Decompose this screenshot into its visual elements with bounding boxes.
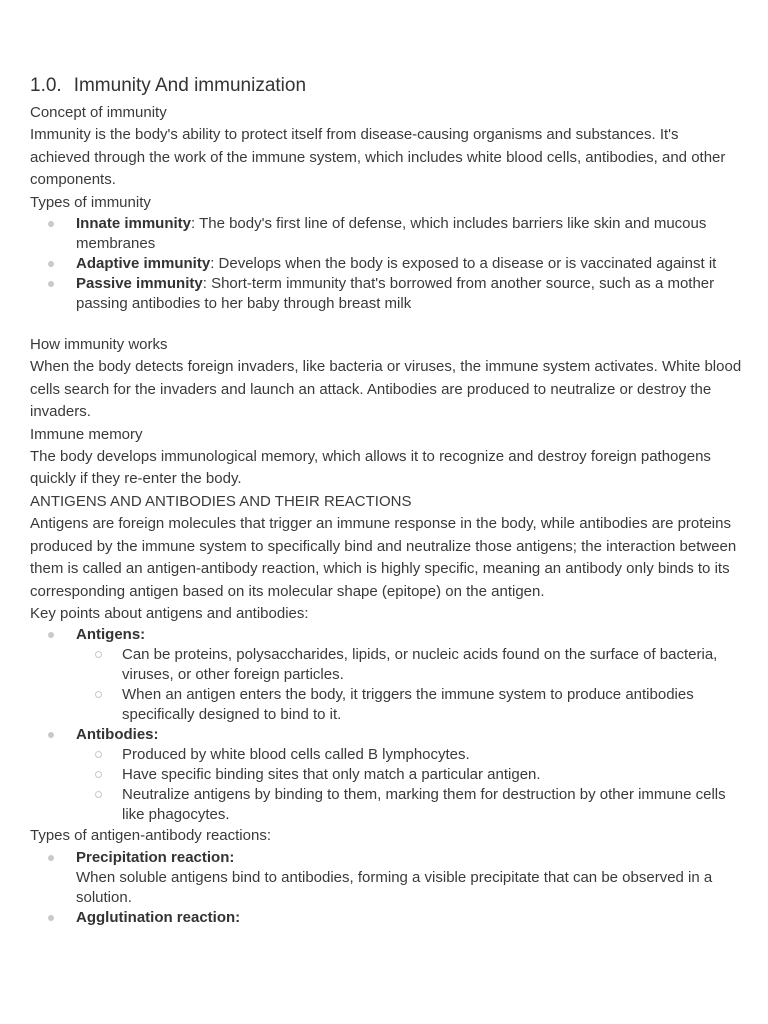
paragraph: Antigens are foreign molecules that trigger an immune response in the body, while antibodies are proteins produced by the immune system to specifically bind and neutralize those antigens; the interaction between them is called an antigen-antibody reaction, which is highly specific, meaning an antibody only binds to its corresponding antigen based on its molecular shape (epitope) on the antigen.: [30, 515, 737, 600]
list-item: [76, 725, 742, 825]
list-item-text: : Develops when the body is exposed to a disease or is vaccinated against it: [210, 255, 717, 273]
paragraph: Types of immunity: [30, 193, 151, 211]
sub-list-item: Have specific binding sites that only match a particular antigen.: [122, 765, 742, 785]
list-item-term: Antibodies:: [76, 726, 159, 744]
sub-bullet-list: [76, 745, 742, 825]
bullet-list: [30, 214, 742, 314]
paragraph: Immune memory: [30, 425, 143, 443]
bullet-list: [30, 625, 742, 825]
section-title: Immunity And immunization: [73, 75, 307, 96]
list-item: [76, 254, 742, 274]
list-item: [76, 848, 742, 908]
sub-list-item: Can be proteins, polysaccharides, lipids, or nucleic acids found on the surface of bacteria, viruses, or other foreign particles.: [122, 645, 742, 685]
list-item-term: Innate immunity: [76, 215, 192, 233]
sub-bullet-list: [76, 645, 742, 725]
sub-list-item: Produced by white blood cells called B lymphocytes.: [122, 745, 742, 765]
section-number: 1.0.: [30, 75, 62, 96]
bullet-list: [30, 848, 742, 928]
list-item: [76, 214, 742, 254]
sub-list-item: Neutralize antigens by binding to them, marking them for destruction by other immune cells like phagocytes.: [122, 785, 742, 825]
list-item-term: Passive immunity: [76, 275, 203, 293]
note-body: [30, 102, 742, 928]
paragraph: The body develops immunological memory, which allows it to recognize and destroy foreign pathogens quickly if they re-enter the body.: [30, 448, 711, 488]
paragraph: Key points about antigens and antibodies:: [30, 604, 309, 622]
list-item-term: Antigens:: [76, 626, 146, 644]
note-document[interactable]: [30, 73, 742, 928]
list-item-term: Adaptive immunity: [76, 255, 211, 273]
list-item-term: Agglutination reaction:: [76, 908, 241, 926]
blank-line: [30, 314, 742, 334]
list-item-text: : Short-term immunity that's borrowed from another source, such as a mother passing antibodies to her baby through breast milk: [76, 275, 715, 313]
paragraph: Types of antigen-antibody reactions:: [30, 827, 271, 845]
paragraph: When the body detects foreign invaders, like bacteria or viruses, the immune system activates. White blood cells search for the invaders and launch an attack. Antibodies are produced to neutralize or destroy the invaders.: [30, 358, 742, 421]
sub-list-item: When an antigen enters the body, it triggers the immune system to produce antibodies specifically designed to bind to it.: [122, 685, 742, 725]
section-heading: [30, 73, 742, 99]
paragraph: Immunity is the body's ability to protect itself from disease-causing organisms and substances. It's achieved through the work of the immune system, which includes white blood cells, antibodies, and other components.: [30, 126, 726, 189]
paragraph: How immunity works: [30, 336, 168, 354]
paragraph: Concept of immunity: [30, 104, 167, 121]
list-item: [76, 274, 742, 314]
list-item-body: When soluble antigens bind to antibodies, forming a visible precipitate that can be observed in a solution.: [76, 868, 713, 906]
list-item: [76, 908, 742, 928]
list-item: [76, 625, 742, 725]
list-item-term: Precipitation reaction:: [76, 848, 235, 866]
paragraph: ANTIGENS AND ANTIBODIES AND THEIR REACTIONS: [30, 492, 412, 510]
list-item-text: : The body's first line of defense, which includes barriers like skin and mucous membranes: [76, 215, 707, 253]
